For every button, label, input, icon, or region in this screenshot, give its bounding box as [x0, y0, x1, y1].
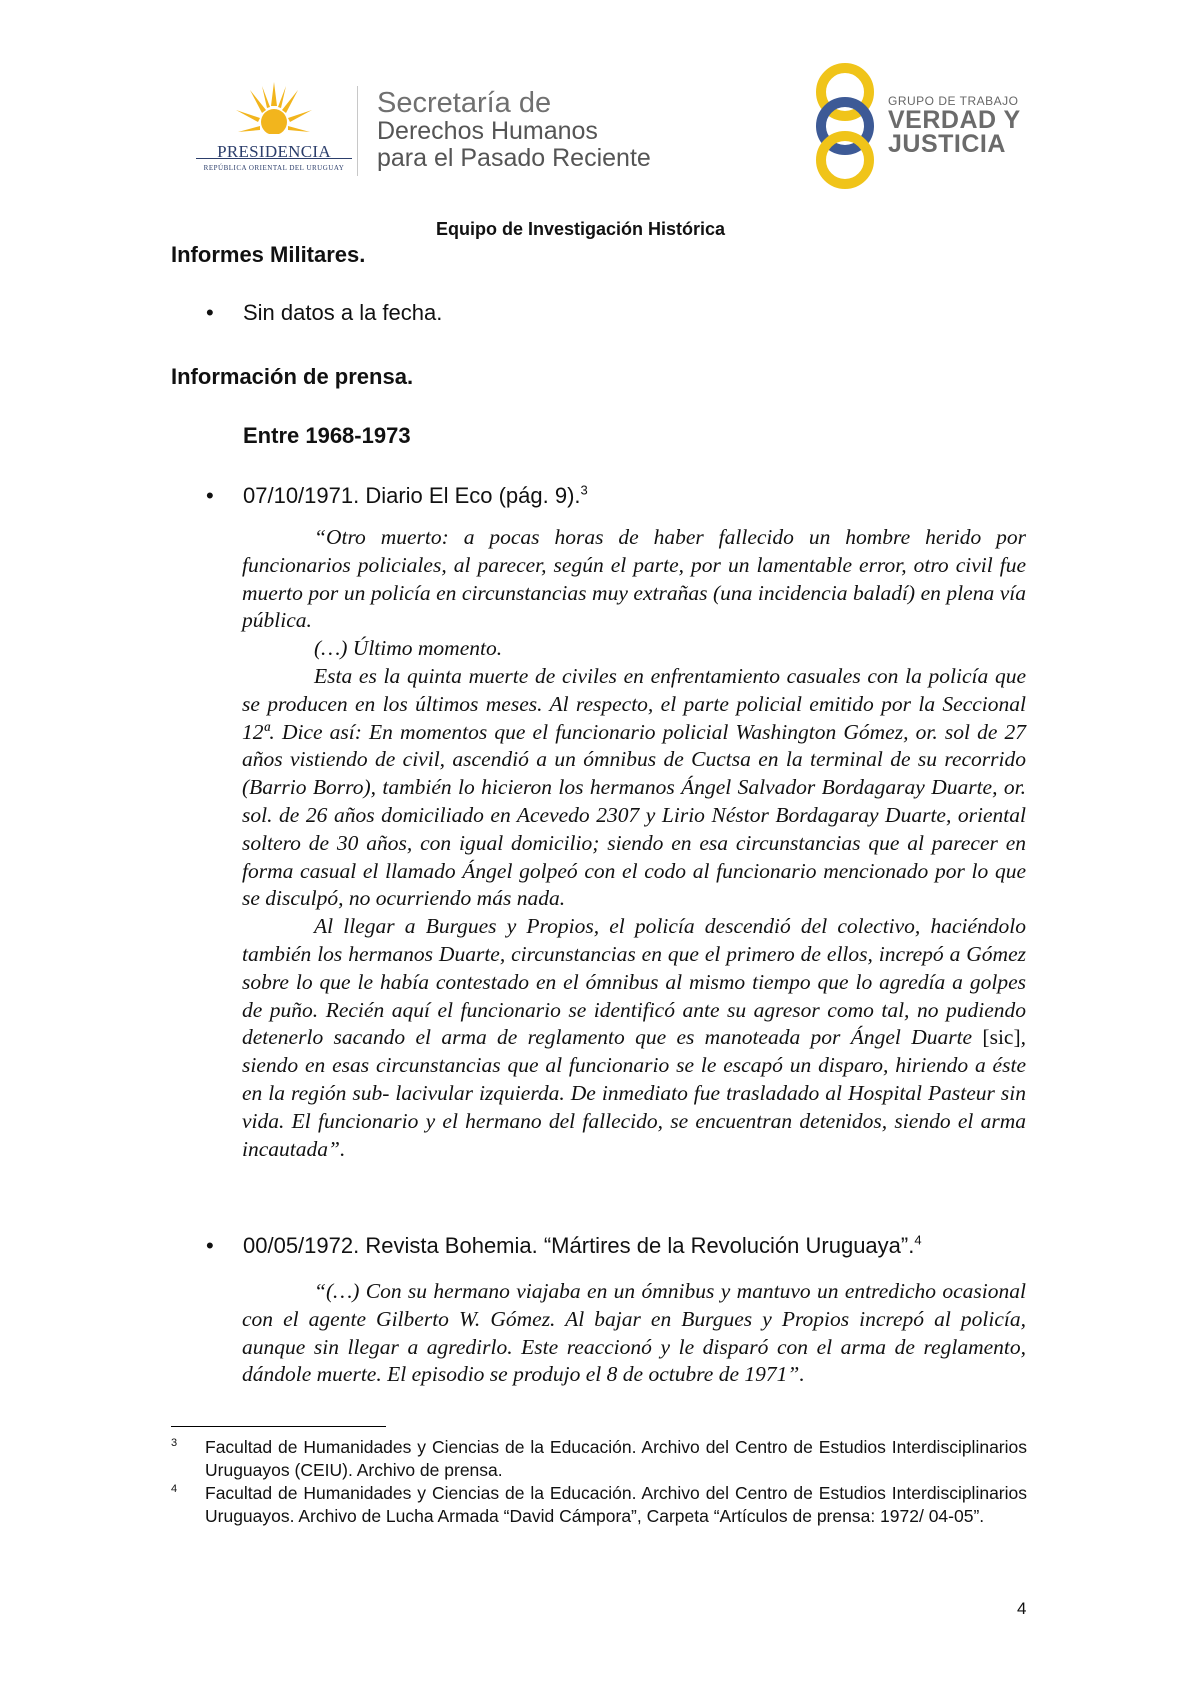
grupo-label: GRUPO DE TRABAJO	[888, 94, 1019, 108]
presidencia-logo	[196, 82, 352, 178]
footnote-number: 4	[171, 1483, 178, 1495]
bullet-marker: •	[206, 300, 214, 325]
secretaria-line1: Secretaría de	[377, 87, 552, 119]
rings-icon	[810, 62, 880, 190]
secretaria-line3: para el Pasado Reciente	[377, 144, 651, 172]
section-heading-prensa: Información de prensa.	[171, 364, 414, 389]
quote-text: Al llegar a Burgues y Propios, el policía descendió del colectivo, haciéndolo también los hermanos Duarte, circunstancias en que el primero de ellos, increpó a Gómez sobre lo que le había contestado en el ómnibus al mismo tiempo que lo agredía a golpes de puño. Recién aquí el funcionario se identificó ante su agresor como tal, no pudiendo detenerlo sacando el arma de reglamento que es manoteada por Ángel Duarte	[242, 914, 1026, 1050]
sun-icon	[236, 82, 312, 140]
bullet-marker: •	[206, 483, 214, 508]
section-heading-informes: Informes Militares.	[171, 242, 366, 267]
quote-paragraph	[242, 913, 1026, 1163]
quote-paragraph: Esta es la quinta muerte de civiles en enfrentamiento casuales con la policía que se producen en los últimos meses. Al respecto, el parte policial emitido por la Seccional 12ª. Dice así: En momentos que el funcionario policial Washington Gómez, or. sol de 27 años vistiendo de civil, ascendió a un ómnibus de Cuctsa en la terminal de su recorrido (Barrio Borro), también lo hicieron los hermanos Ángel Salvador Bordagaray Duarte, or. sol. de 26 años domiciliado en Acevedo 2307 y Lirio Néstor Bordagaray Duarte, oriental soltero de 30 años, con igual domicilio; siendo en esa circunstancias que al parecer en forma casual el llamado Ángel golpeó con el codo al funcionario mencionado por lo que se disculpó, no ocurriendo más nada.	[242, 663, 1026, 911]
divider	[357, 86, 358, 176]
footnote-number: 3	[171, 1437, 178, 1449]
secretaria-line2: Derechos Humanos	[377, 117, 598, 145]
page-number: 4	[1017, 1599, 1027, 1618]
footnote-text: Facultad de Humanidades y Ciencias de la Educación. Archivo del Centro de Estudios Interdisciplinarios Uruguayos (CEIU). Archivo de prensa.	[205, 1437, 1027, 1480]
grupo-title-line2: JUSTICIA	[888, 130, 1006, 158]
bullet-marker: •	[206, 1233, 214, 1258]
quote-paragraph: “(…) Con su hermano viajaba en un ómnibus y mantuvo un entredicho ocasional con el agente Gilberto W. Gómez. Al bajar en Burgues y Propios increpó al policía, aunque sin llegar a agredirlo. Este reaccionó y le disparó con el arma de reglamento, dándole muerte. El episodio se produjo el 8 de octubre de 1971”.	[242, 1279, 1026, 1387]
page-header	[0, 0, 1191, 200]
period-heading: Entre 1968-1973	[243, 423, 411, 448]
quote-text: , siendo en esas circunstancias que al funcionario se le escapó un disparo, hiriendo a éste en la región sub- lacivular izquierda. De inmediato fue trasladado al Hospital Pasteur sin vida. El funcionario y el hermano del fallecido, se encuentran detenidos, siendo el arma incautada”.	[242, 1025, 1026, 1161]
grupo-title-line1: VERDAD Y	[888, 106, 1021, 134]
informes-bullet-text: Sin datos a la fecha.	[243, 300, 443, 325]
footnote-text: Facultad de Humanidades y Ciencias de la Educación. Archivo del Centro de Estudios Interdisciplinarios Uruguayos. Archivo de Lucha Armada “David Cámpora”, Carpeta “Artículos de prensa: 1972/ 04-05”.	[205, 1483, 1027, 1526]
grupo-title	[888, 108, 1021, 156]
footnote-divider	[171, 1426, 386, 1427]
press-item-2	[243, 1233, 922, 1259]
quote-paragraph: “Otro muerto: a pocas horas de haber fallecido un hombre herido por funcionarios policiales, al parecer, según el parte, por un lamentable error, otro civil fue muerto por un policía en circunstancias muy extrañas (una incidencia baladí) en plena vía pública.	[242, 525, 1026, 633]
team-title: Equipo de Investigación Histórica	[436, 219, 726, 239]
press-item-1-text: 07/10/1971. Diario El Eco (pág. 9).	[243, 483, 581, 508]
footnote-ref: 4	[914, 1232, 922, 1248]
footnote-ref: 3	[580, 482, 588, 498]
presidencia-subtitle: REPÚBLICA ORIENTAL DEL URUGUAY	[203, 164, 345, 172]
press-item-2-text: 00/05/1972. Revista Bohemia. “Mártires de la Revolución Uruguaya”.	[243, 1233, 915, 1258]
quote-block-1	[242, 524, 1026, 1163]
sic-mark: [sic]	[982, 1025, 1021, 1050]
presidencia-name: PRESIDENCIA	[217, 142, 331, 161]
quote-block-2	[242, 1278, 1026, 1389]
secretaria-logo-text	[377, 88, 651, 172]
press-item-1	[243, 483, 588, 509]
quote-paragraph: (…) Último momento.	[314, 636, 503, 661]
